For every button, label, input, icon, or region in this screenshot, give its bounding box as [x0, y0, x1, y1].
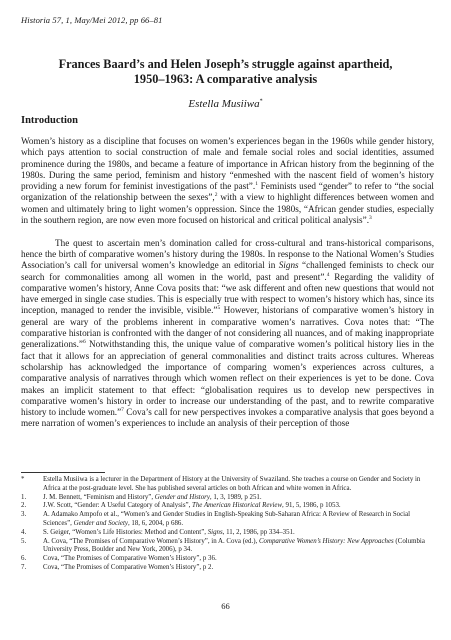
italic-text: The American Historical Review [192, 502, 283, 510]
footnote-text [43, 555, 434, 564]
text-run: Cova, “The Promises of Comparative Women’s History”, p 36. [43, 555, 217, 563]
footnote [21, 538, 434, 556]
footnote-text [43, 538, 434, 556]
text-run: Cova, “The Promises of Comparative Women’s History”, p 2. [43, 563, 214, 571]
text-run: , 18, 6, 2004, p 686. [127, 519, 184, 527]
text-run: The quest to ascertain men’s domination called for cross-cultural and trans-historical comparisons, hence the birth of comparative women’s history during the 1980s. In response to the National Women’s Studies Association’s call for universal women’s knowledge an editorial in [21, 237, 434, 271]
footnote [21, 476, 434, 494]
footnote-mark: 3. [21, 511, 27, 519]
footnote-text [43, 564, 434, 573]
text-run: J.W. Scott, “Gender: A Useful Category of Analysis”, [43, 502, 193, 510]
footnote-mark: 1. [21, 493, 27, 501]
footnote-mark: 7. [21, 563, 27, 571]
italic-text: Signs [207, 528, 223, 536]
italic-text: Gender and Society [73, 519, 128, 527]
footnote-ref: 7 [121, 407, 124, 414]
footnote-separator [21, 472, 105, 473]
footnote-text [43, 511, 434, 529]
body-text [21, 136, 434, 430]
footnote [21, 502, 434, 511]
footnote [21, 555, 434, 564]
footnote-ref: 6 [82, 339, 86, 346]
text-run: “challenged feminists to check our search for commonalities among all women in the world, past and present”. [21, 260, 435, 282]
footnote-ref: 1 [255, 181, 258, 188]
footnote-mark: 2. [21, 502, 27, 510]
article-title [30, 57, 421, 87]
paragraph [21, 136, 434, 226]
footnote [21, 511, 434, 529]
text-run: , 91, 5, 1986, p 1053. [282, 502, 341, 510]
footnotes [21, 476, 434, 573]
footnote [21, 529, 434, 538]
text-run: Cova’s call for new perspectives invokes a comparative analysis that goes beyond a mere narration of women’s experiences to include an analysis of their perception of those [21, 407, 434, 429]
italic-text: Comparative Women’s History: New Approaches [258, 537, 394, 545]
text-run: However, historians of comparative women’s history in general are wary of the problems inherent in comparative women’s narratives. Cova notes that: “The comparative historian is confronted with the danger of not considering all nuances, and of making inappropriate generalizations.” [21, 305, 435, 350]
footnote-ref: 3 [369, 215, 372, 222]
footnote-text [43, 476, 434, 494]
footnote-mark: * [21, 476, 25, 483]
footnote-text [43, 494, 434, 503]
page-number: 66 [221, 601, 230, 611]
footnote-ref: 4 [326, 271, 330, 278]
section-heading: Introduction [21, 115, 78, 126]
footnote-mark: 5. [21, 537, 27, 545]
author-footnote-mark: * [259, 98, 263, 105]
text-run: A. Cova, “The Promises of Comparative Women’s History”, in A. Cova (ed.), [43, 537, 259, 545]
text-run: Regarding the validity of comparative women’s history, Anne Cova posits that: “we ask different and often new questions that would not have emerged in single case studies. This is especially true with respect to women’s history which has, since its inception, managed to render the invisible, visible.” [21, 271, 435, 316]
text-run: S. Geiger, “Women’s Life Histories: Method and Content”, [43, 528, 208, 536]
text-run: , 1, 3, 1989, p 251. [209, 493, 262, 501]
italic-text: Signs [278, 260, 299, 271]
footnote-text [43, 529, 434, 538]
text-run: (Columbia University Press, Boulder and New York, 2006), p 34. [43, 537, 425, 554]
journal-header: Historia 57, 1, May/Mei 2012, pp 66–81 [21, 15, 163, 25]
footnote-ref: 5 [217, 305, 221, 312]
footnote-text [43, 502, 434, 511]
text-run: , 11, 2, 1986, pp 334–351. [222, 528, 295, 536]
footnote-mark: 4. [21, 528, 27, 536]
text-run: Notwithstanding this, the unique value of comparative women’s political history lies in the fact that it allows for an appreciation of general commonalities and distinct traits across cultures. Whereas scholarship has acknowledged the importance of comparing women’s experiences across cultures, a comparative analysis of narratives through which women reflect on their experiences is yet to be done. Cova makes an implicit statement to that effect: “globalisation requires us to develop new perspectives in comparative women’s history in order to increase our understanding of the past, and to rewrite comparative history to include women.” [21, 339, 434, 418]
footnote-ref: 2 [214, 192, 218, 199]
text-run: with a view to highlight differences between women and women and ultimately bring to light women’s oppression. Since the 1980s, “African gender studies, especially in the southern region, are now even more focused on historical and critical political analysis”. [21, 192, 434, 226]
article-title-line-1: Frances Baard’s and Helen Joseph’s struggle against apartheid, [58, 57, 393, 71]
paragraph [21, 238, 434, 430]
article-title-line-2: 1950–1963: A comparative analysis [133, 72, 318, 86]
footnote-mark: 6. [21, 555, 27, 563]
text-run: Estella Musiiwa is a lecturer in the Department of History at the University of Swaziland. She teaches a course on Gender and Society in Africa at the post-graduate level. She has published several articles on both African and white women in Africa. [43, 476, 421, 492]
italic-text: Gender and History [154, 493, 210, 501]
text-run: A. Adamako Ampofo et al., “Women’s and Gender Studies in English-Speaking Sub-Saharan Africa: A Review of Research in Social Sciences”, [43, 511, 411, 527]
author-byline [0, 98, 451, 110]
footnote [21, 564, 434, 573]
author-name: Estella Musiiwa [188, 98, 260, 110]
text-run: J. M. Bennett, “Feminism and History”, [43, 493, 155, 501]
text-run: Women’s history as a discipline that focuses on women’s experiences began in the 1960s while gender history, which pays attention to social construction of male and female social roles and social identities, assumed prominence during the 1980s, and became a feature of importance in African history from the beginning of the 1980s. During the same period, feminism and history “enmeshed with the nascent field of women’s history providing a new forum for feminist investigations of the past”. [21, 136, 434, 192]
text-run: Feminists used “gender” to refer to “the social organization of the relationship between the sexes”, [21, 181, 434, 203]
footnote [21, 494, 434, 503]
